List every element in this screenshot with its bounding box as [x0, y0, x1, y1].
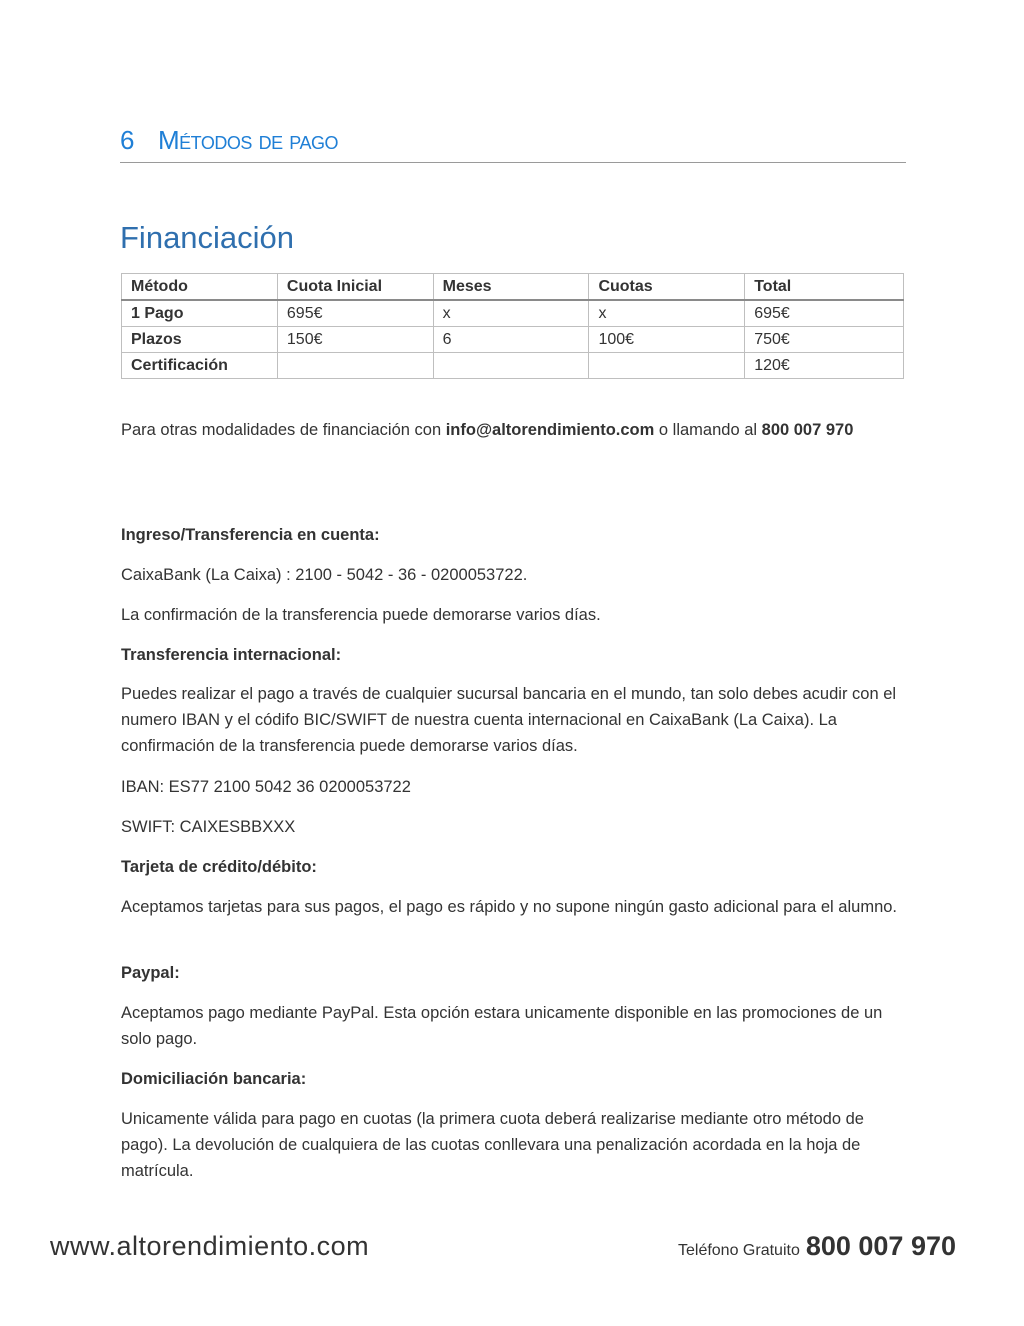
table-header-cell: Meses — [433, 274, 589, 301]
table-cell — [433, 353, 589, 379]
section-title: Métodos de pago — [158, 125, 338, 155]
direct-debit-heading: Domiciliación bancaria: — [121, 1070, 307, 1088]
transfer-heading: Ingreso/Transferencia en cuenta: — [121, 526, 380, 544]
footer-website-link[interactable]: www.altorendimiento.com — [50, 1231, 370, 1261]
footer-phone-label: Teléfono Gratuito — [677, 1242, 800, 1259]
table-header-cell: Cuota Inicial — [277, 274, 433, 301]
table-header-cell: Cuotas — [589, 274, 745, 301]
note-text: Para otras modalidades de financiación con — [121, 421, 446, 439]
table-cell: 695€ — [277, 300, 433, 327]
financing-title: Financiación — [120, 220, 295, 255]
contact-phone: 800 007 970 — [761, 421, 854, 439]
table-header-cell: Total — [745, 274, 904, 301]
section-number: 6 — [120, 125, 134, 155]
table-row — [122, 353, 904, 379]
table-cell: x — [433, 300, 589, 327]
table-cell: 6 — [433, 327, 589, 353]
table-header-cell: Método — [122, 274, 278, 301]
card-heading: Tarjeta de crédito/débito: — [121, 858, 317, 876]
financing-table — [121, 273, 904, 379]
contact-email-link[interactable]: info@altorendimiento.com — [445, 421, 655, 439]
transfer-note: La confirmación de la transferencia puede demorarse varios días. — [121, 606, 601, 624]
table-cell: Plazos — [122, 327, 278, 353]
table-cell — [589, 353, 745, 379]
paypal-heading: Paypal: — [121, 964, 180, 982]
table-cell: x — [589, 300, 745, 327]
table-cell: 120€ — [745, 353, 904, 379]
intl-transfer-heading: Transferencia internacional: — [121, 646, 342, 664]
table-cell: 1 Pago — [122, 300, 278, 327]
table-row — [122, 327, 904, 353]
table-cell: 100€ — [589, 327, 745, 353]
iban-text: IBAN: ES77 2100 5042 36 0200053722 — [121, 778, 411, 796]
paypal-text: Aceptamos pago mediante PayPal. Esta opción estara unicamente disponible en las promociones de un solo pago. — [121, 1004, 883, 1048]
table-cell: 750€ — [745, 327, 904, 353]
table-header-row — [122, 274, 904, 301]
footer-phone — [678, 1231, 956, 1262]
card-text: Aceptamos tarjetas para sus pagos, el pago es rápido y no supone ningún gasto adicional para el alumno. — [121, 898, 898, 916]
intl-transfer-text: Puedes realizar el pago a través de cualquier sucursal bancaria en el mundo, tan solo debes acudir con el numero IBAN y el códifo BIC/SWIFT de nuestra cuenta internacional en CaixaBank (La Caixa). La confirmación de la transferencia puede demorarse varios días. — [121, 685, 897, 755]
swift-text: SWIFT: CAIXESBBXXX — [121, 818, 296, 836]
table-row — [122, 300, 904, 327]
table-cell: Certificación — [122, 353, 278, 379]
footer-phone-number: 800 007 970 — [805, 1231, 956, 1261]
transfer-account: CaixaBank (La Caixa) : 2100 - 5042 - 36 - 0200053722. — [121, 566, 528, 584]
note-text: o llamando al — [654, 421, 762, 439]
table-cell — [277, 353, 433, 379]
financing-note — [121, 417, 901, 443]
table-cell: 695€ — [745, 300, 904, 327]
section-heading — [120, 122, 906, 163]
direct-debit-text: Unicamente válida para pago en cuotas (la primera cuota deberá realizarise mediante otro método de pago). La devolución de cualquiera de las cuotas conllevara una penalización acordada en la hoja de matrícula. — [121, 1110, 864, 1180]
table-cell: 150€ — [277, 327, 433, 353]
